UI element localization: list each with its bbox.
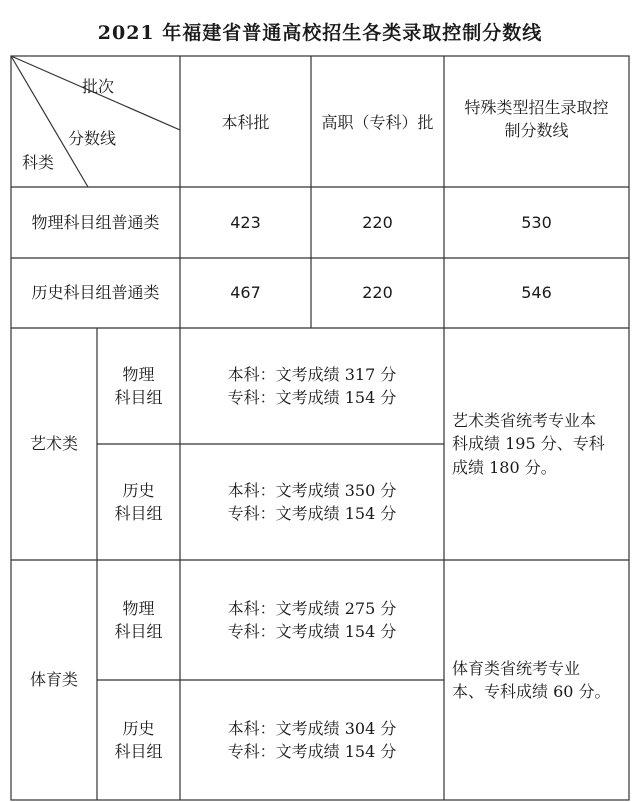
sports-history-scores	[180, 680, 444, 800]
row-history-label: 历史科目组普通类	[31, 283, 160, 303]
corner-category-label: 科类	[22, 153, 55, 172]
corner-batch-label: 批次	[82, 77, 115, 96]
sports-note-line2: 本、专科成绩 60 分。	[452, 682, 611, 701]
art-history-benke: 本科：文考成绩 350 分	[227, 480, 397, 500]
sports-history-benke: 本科：文考成绩 304 分	[227, 718, 397, 738]
sports-physics-scores	[180, 560, 444, 680]
art-physics-group	[97, 328, 180, 444]
art-physics-scores	[180, 328, 444, 444]
art-physics-zhuanke: 专科：文考成绩 154 分	[227, 388, 397, 407]
sports-history-line1: 历史	[122, 718, 155, 738]
sports-physics-line2: 科目组	[114, 622, 163, 641]
col-header-special-line2: 制分数线	[504, 121, 569, 141]
col-header-special	[444, 56, 629, 187]
row-physics-gaozhi: 220	[362, 212, 393, 232]
art-history-line1: 历史	[122, 480, 155, 500]
row-physics-benke: 423	[230, 212, 261, 232]
art-history-scores	[180, 444, 444, 560]
sports-note	[452, 560, 627, 800]
page-title: 2021 年福建省普通高校招生各类录取控制分数线	[97, 22, 543, 44]
row-history-benke: 467	[230, 283, 261, 303]
corner-score-label: 分数线	[68, 129, 117, 148]
art-note-line1: 艺术类省统考专业本	[452, 411, 597, 431]
row-history-gaozhi: 220	[362, 283, 393, 303]
art-history-group	[97, 444, 180, 560]
sports-physics-group	[97, 560, 180, 680]
art-history-zhuanke: 专科：文考成绩 154 分	[227, 504, 397, 523]
art-history-line2: 科目组	[114, 504, 163, 523]
sports-physics-zhuanke: 专科：文考成绩 154 分	[227, 622, 397, 641]
sports-note-line1: 体育类省统考专业	[452, 658, 581, 678]
col-header-benke-text: 本科批	[221, 113, 270, 132]
sports-history-line2: 科目组	[114, 742, 163, 761]
sports-physics-line1: 物理	[122, 598, 155, 618]
art-note-line2: 科成绩 195 分、专科	[452, 434, 605, 454]
sports-history-group	[97, 680, 180, 800]
col-header-benke	[180, 56, 311, 187]
art-category-label: 艺术类	[29, 434, 78, 454]
row-physics-label: 物理科目组普通类	[31, 212, 160, 232]
col-header-gaozhi-text: 高职（专科）批	[321, 113, 434, 132]
sports-history-zhuanke: 专科：文考成绩 154 分	[227, 742, 397, 761]
row-physics-special: 530	[521, 212, 552, 232]
art-physics-line1: 物理	[122, 364, 155, 384]
sports-physics-benke: 本科：文考成绩 275 分	[227, 598, 397, 618]
art-note-line3: 成绩 180 分。	[452, 457, 557, 477]
row-history-special: 546	[521, 283, 552, 303]
col-header-special-line1: 特殊类型招生录取控	[464, 98, 609, 117]
col-header-gaozhi	[311, 56, 444, 187]
sports-category-label: 体育类	[29, 670, 78, 690]
art-physics-line2: 科目组	[114, 388, 163, 407]
art-note	[452, 328, 627, 560]
art-physics-benke: 本科：文考成绩 317 分	[227, 364, 397, 384]
